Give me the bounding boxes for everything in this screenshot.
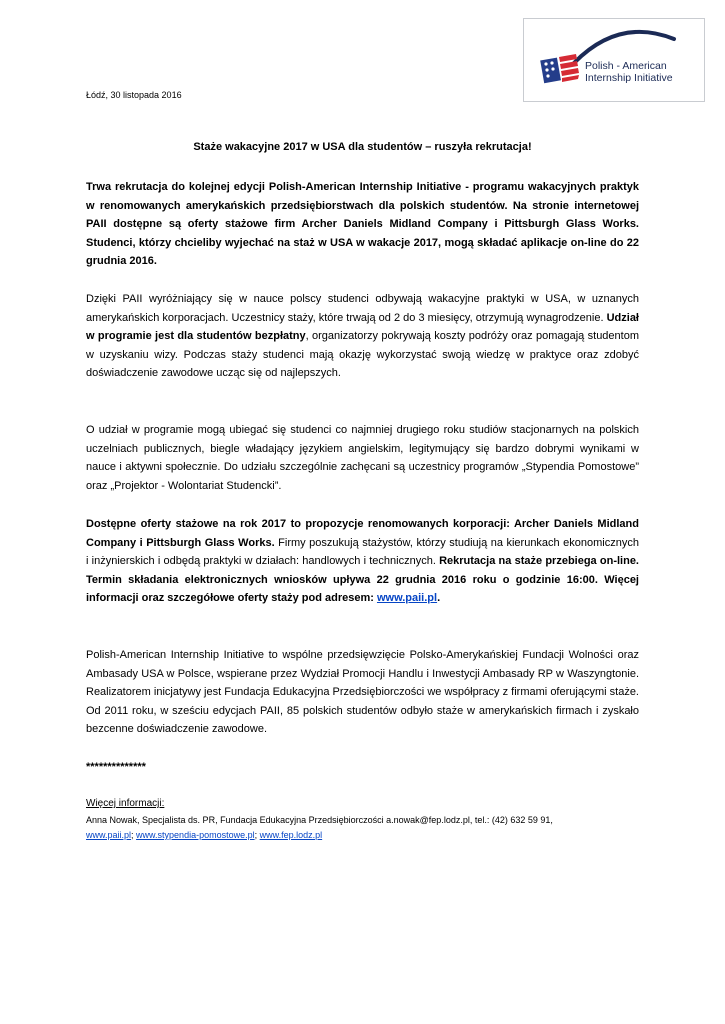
paragraph-text: Dzięki PAII wyróżniający się w nauce polscy studenci odbywają wakacyjne praktyki w USA, w uznanych amerykańskich korporacjach. Uczestnicy staży, które trwają od 2 do 3 miesięcy, otrzymują wynagrodzenie. [86,293,639,324]
contact-line: Anna Nowak, Specjalista ds. PR, Fundacja Edukacyjna Przedsiębiorczości a.nowak@fep.lodz.pl, tel.: (42) 632 59 91, [86,815,553,825]
paragraph-eligibility: O udział w programie mogą ubiegać się studenci co najmniej drugiego roku studiów stacjonarnych na polskich uczelniach publicznych, biegle władający językiem angielskim, legitymujący się bardzo dobrymi wynikami w nauce i aktywni społecznie. Do udziału szczególnie zachęcani są uczestnicy programów „Stypendia Pomostowe” oraz „Projektor - Wolontariat Studencki”. [86,424,639,492]
links-line [86,828,646,843]
paii-link[interactable]: www.paii.pl [86,830,132,840]
paragraph-text: Firmy poszukują stażystów, którzy studiują na kierunkach ekonomicznych i inżynierskich i odbędą praktyki w działach: handlowych i technicznych. [86,536,639,568]
paragraph-about: Polish-American Internship Initiative to wspólne przedsięwzięcie Polsko-Amerykańskiej Fundacji Wolności oraz Ambasady USA w Polsce, wspierane przez Wydział Promocji Handlu i Inwestycji Ambasady RP w Waszyngtonie. Realizatorem inicjatywy jest Fundacja Edukacyjna Przedsiębiorczości we współpracy z firmami oferującymi staże. Od 2011 roku, w sześciu edycjach PAII, 85 polskich studentów odbyło staże w amerykańskich firmach i zyskało bezcenne doświadczenie zawodowe. [86,649,639,736]
logo-text-line2: Internship Initiative [585,72,673,84]
emphasis-text: Rekrutacja na staże przebiega on-line. Termin składania elektronicznych wniosków upływa 22 grudnia 2016 roku o godzinie 16:00. Więcej informacji oraz szczegółowe oferty staży pod adresem: [86,555,639,605]
paragraph-text: . [437,592,441,605]
page-title: Staże wakacyjne 2017 w USA dla studentów – ruszyła rekrutacja! [193,141,532,153]
section-divider: ************** [86,761,146,773]
paragraph-benefits [86,290,639,383]
document-date: Łódź, 30 listopada 2016 [86,90,182,100]
stypendia-pomostowe-link[interactable]: www.stypendia-pomostowe.pl [136,830,255,840]
link-separator: ; [254,830,260,840]
emphasis-text: Dostępne oferty stażowe na rok 2017 to propozycje renomowanych korporacji: Archer Daniels Midland Company i Pittsburgh Glass Works. [86,518,639,549]
contact-block [86,813,646,843]
emphasis-text: Udział w programie jest dla studentów bezpłatny [86,311,639,343]
link-separator: ; [131,830,137,840]
paii-link[interactable]: www.paii.pl [376,592,438,605]
more-info-heading: Więcej informacji: [86,798,165,809]
paragraph-offers [86,515,639,608]
paragraph-text: , organizatorzy pokrywają koszty podróży oraz pomagają studentom w uzyskaniu wizy. Podczas staży studenci mają okazję wykorzystać swoją wiedzę w praktyce oraz zdobyć doświadczenie zawodowe ucząc się od najlepszych. [86,330,639,380]
logo-text-line1: Polish - American [585,60,667,72]
paii-logo [523,18,705,102]
fep-link[interactable]: www.fep.lodz.pl [259,830,323,840]
lead-paragraph: Trwa rekrutacja do kolejnej edycji Polish-American Internship Initiative - programu wakacyjnych praktyk w renomowanych amerykańskich przedsiębiorstwach dla polskich studentów. Na stronie internetowej PAII dostępne są oferty stażowe firm Archer Daniels Midland Company i Pittsburgh Glass Works. Studenci, którzy chcieliby wyjechać na staż w USA w wakacje 2017, mogą składać aplikacje on-line do 22 grudnia 2016. [86,181,639,268]
